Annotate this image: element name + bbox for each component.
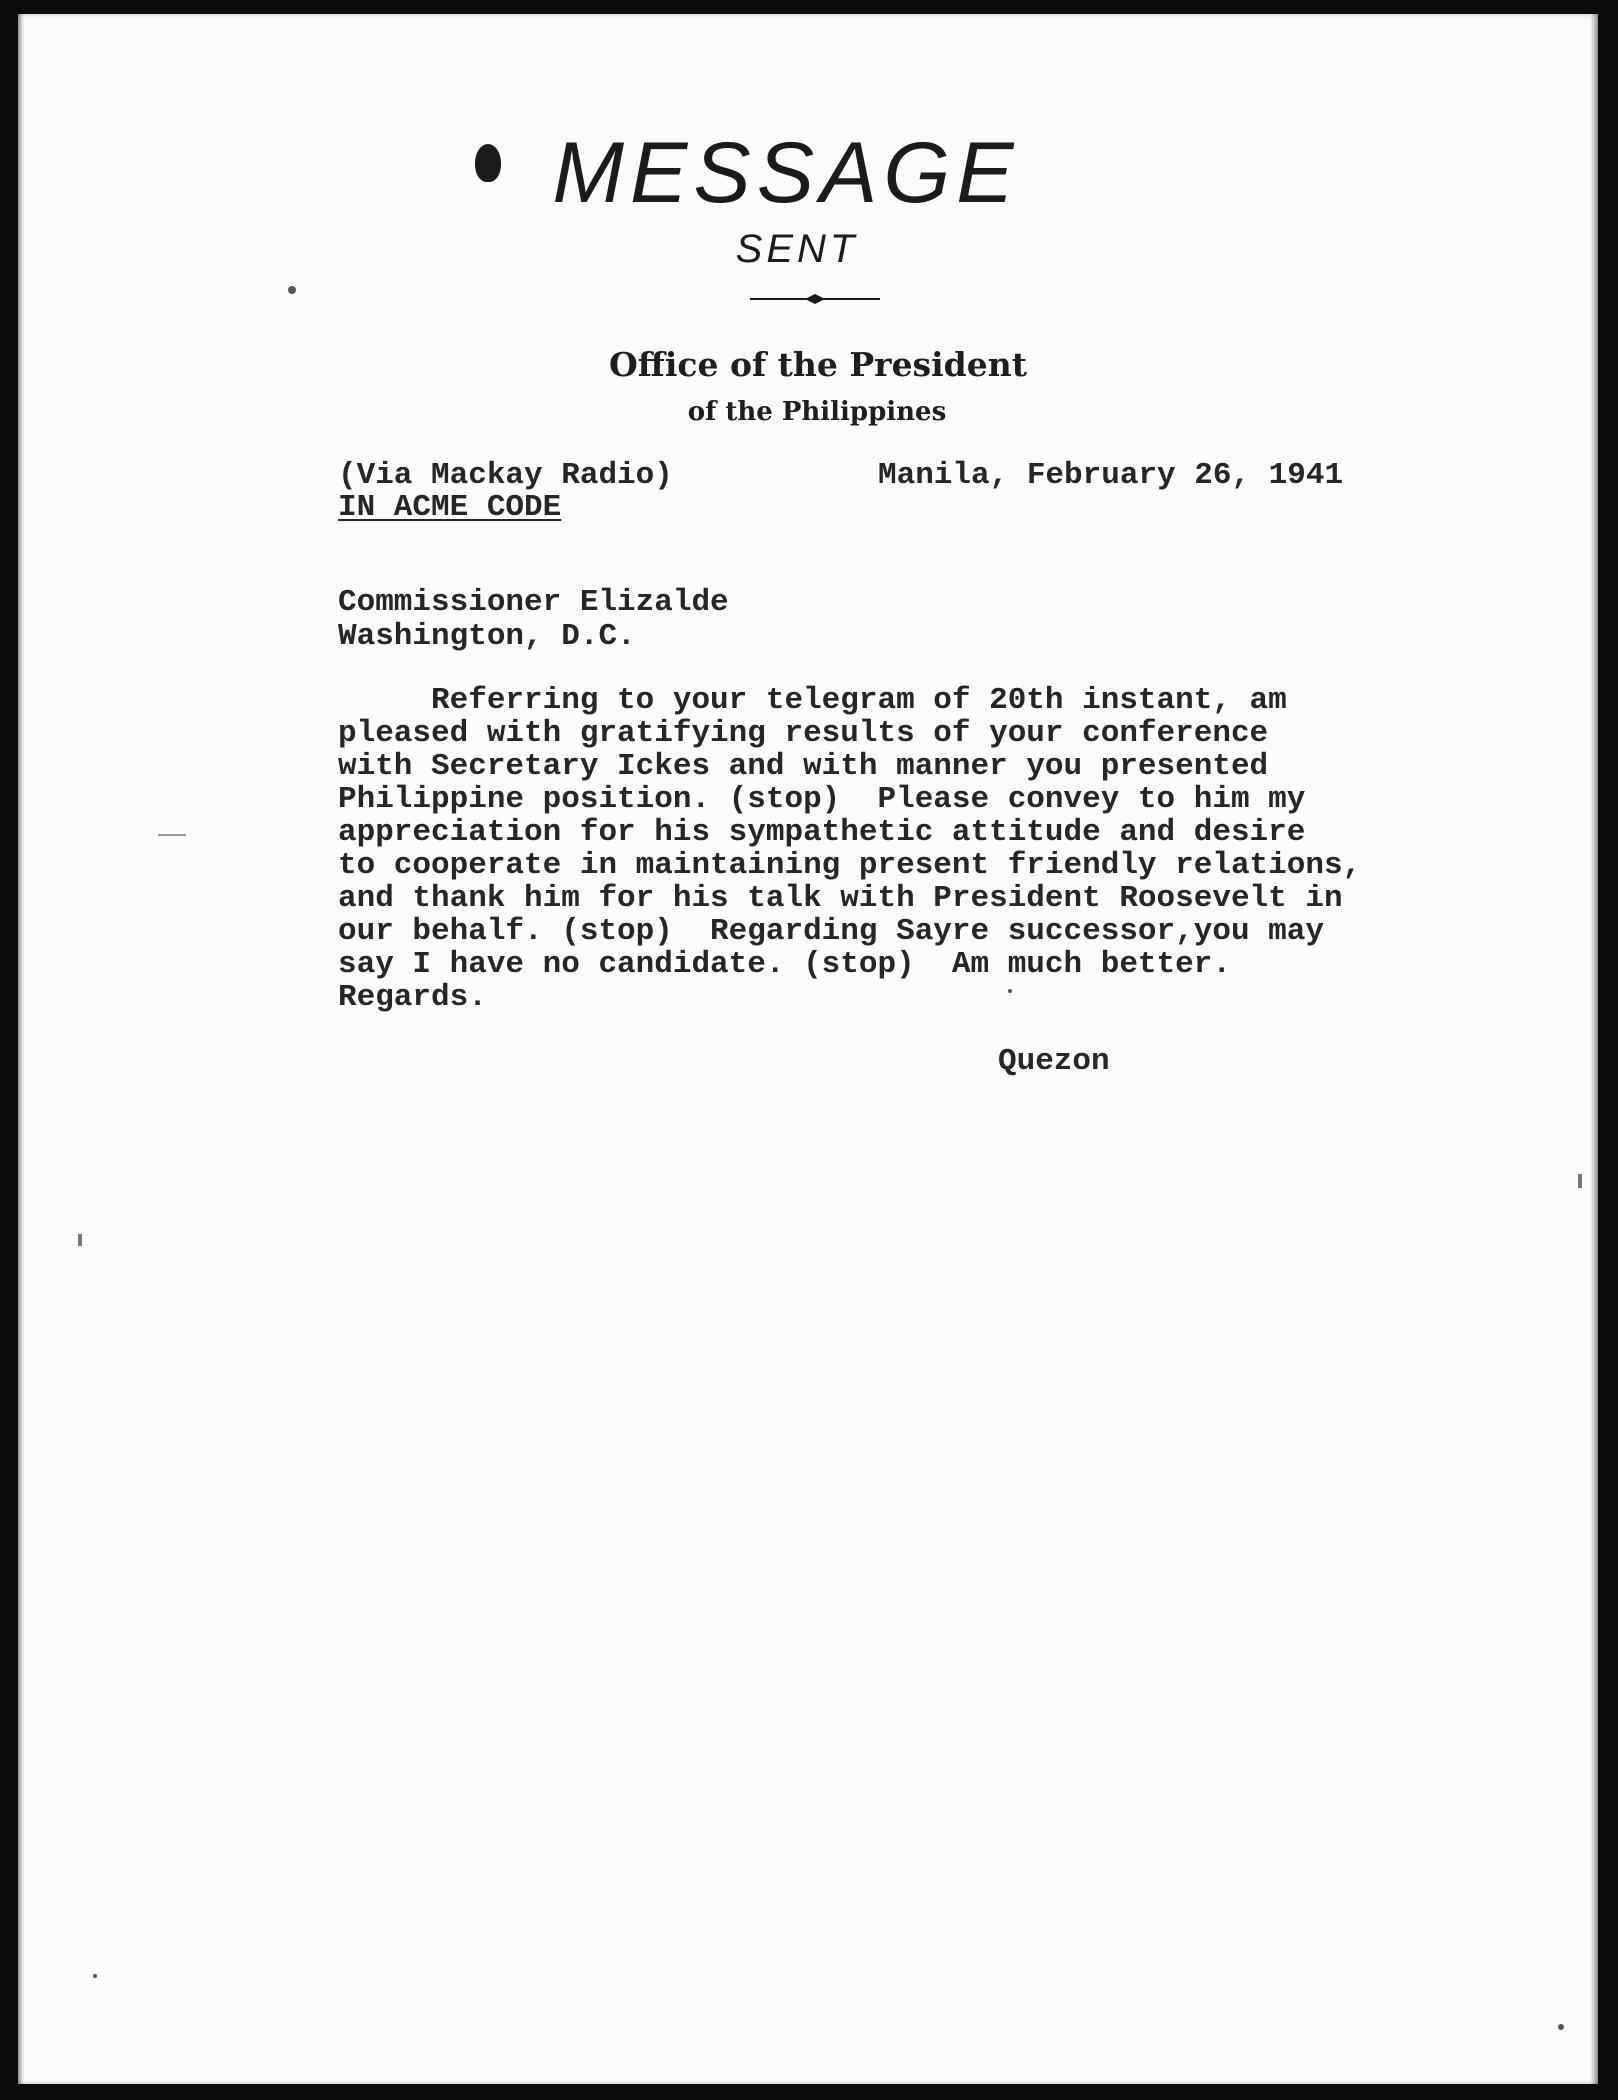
signature: Quezon <box>998 1044 1110 1079</box>
scan-speck <box>93 1974 97 1978</box>
scan-edge-right <box>1590 14 1598 2084</box>
dateline: Manila, February 26, 1941 <box>878 458 1344 493</box>
ornamental-divider <box>750 292 880 306</box>
body-line: Regards. <box>338 980 487 1015</box>
scan-speck <box>1558 2024 1564 2030</box>
scan-speck <box>288 286 296 294</box>
body-line: say I have no candidate. (stop) Am much better. <box>338 947 1231 982</box>
letterhead-title: MESSAGE <box>552 125 1020 221</box>
message-body <box>338 684 1361 1014</box>
letterhead-subtitle: SENT <box>735 227 859 271</box>
scan-edge-left <box>18 14 24 2084</box>
office-country: of the Philippines <box>687 397 947 427</box>
body-line: our behalf. (stop) Regarding Sayre successor,you may <box>338 914 1324 949</box>
body-line: Referring to your telegram of 20th instant, am <box>338 683 1287 718</box>
code-note: IN ACME CODE <box>338 490 562 525</box>
body-line: to cooperate in maintaining present friendly relations, <box>338 848 1362 883</box>
scan-speck <box>158 834 186 836</box>
scan-speck <box>1578 1174 1582 1188</box>
body-line: with Secretary Ickes and with manner you presented <box>338 749 1269 784</box>
addressee-name: Commissioner Elizalde <box>338 585 729 620</box>
transmission-method: (Via Mackay Radio) <box>338 458 673 493</box>
addressee-location: Washington, D.C. <box>338 619 636 654</box>
body-line: appreciation for his sympathetic attitude and desire <box>338 815 1306 850</box>
body-line: pleased with gratifying results of your conference <box>338 716 1269 751</box>
scan-speck <box>1008 989 1012 993</box>
body-line: and thank him for his talk with President Roosevelt in <box>338 881 1343 916</box>
scan-speck <box>78 1234 82 1246</box>
document-page <box>18 14 1598 2084</box>
body-line: Philippine position. (stop) Please convey to him my <box>338 782 1306 817</box>
addressee-block <box>338 586 729 654</box>
office-name: Office of the President <box>609 345 1027 384</box>
